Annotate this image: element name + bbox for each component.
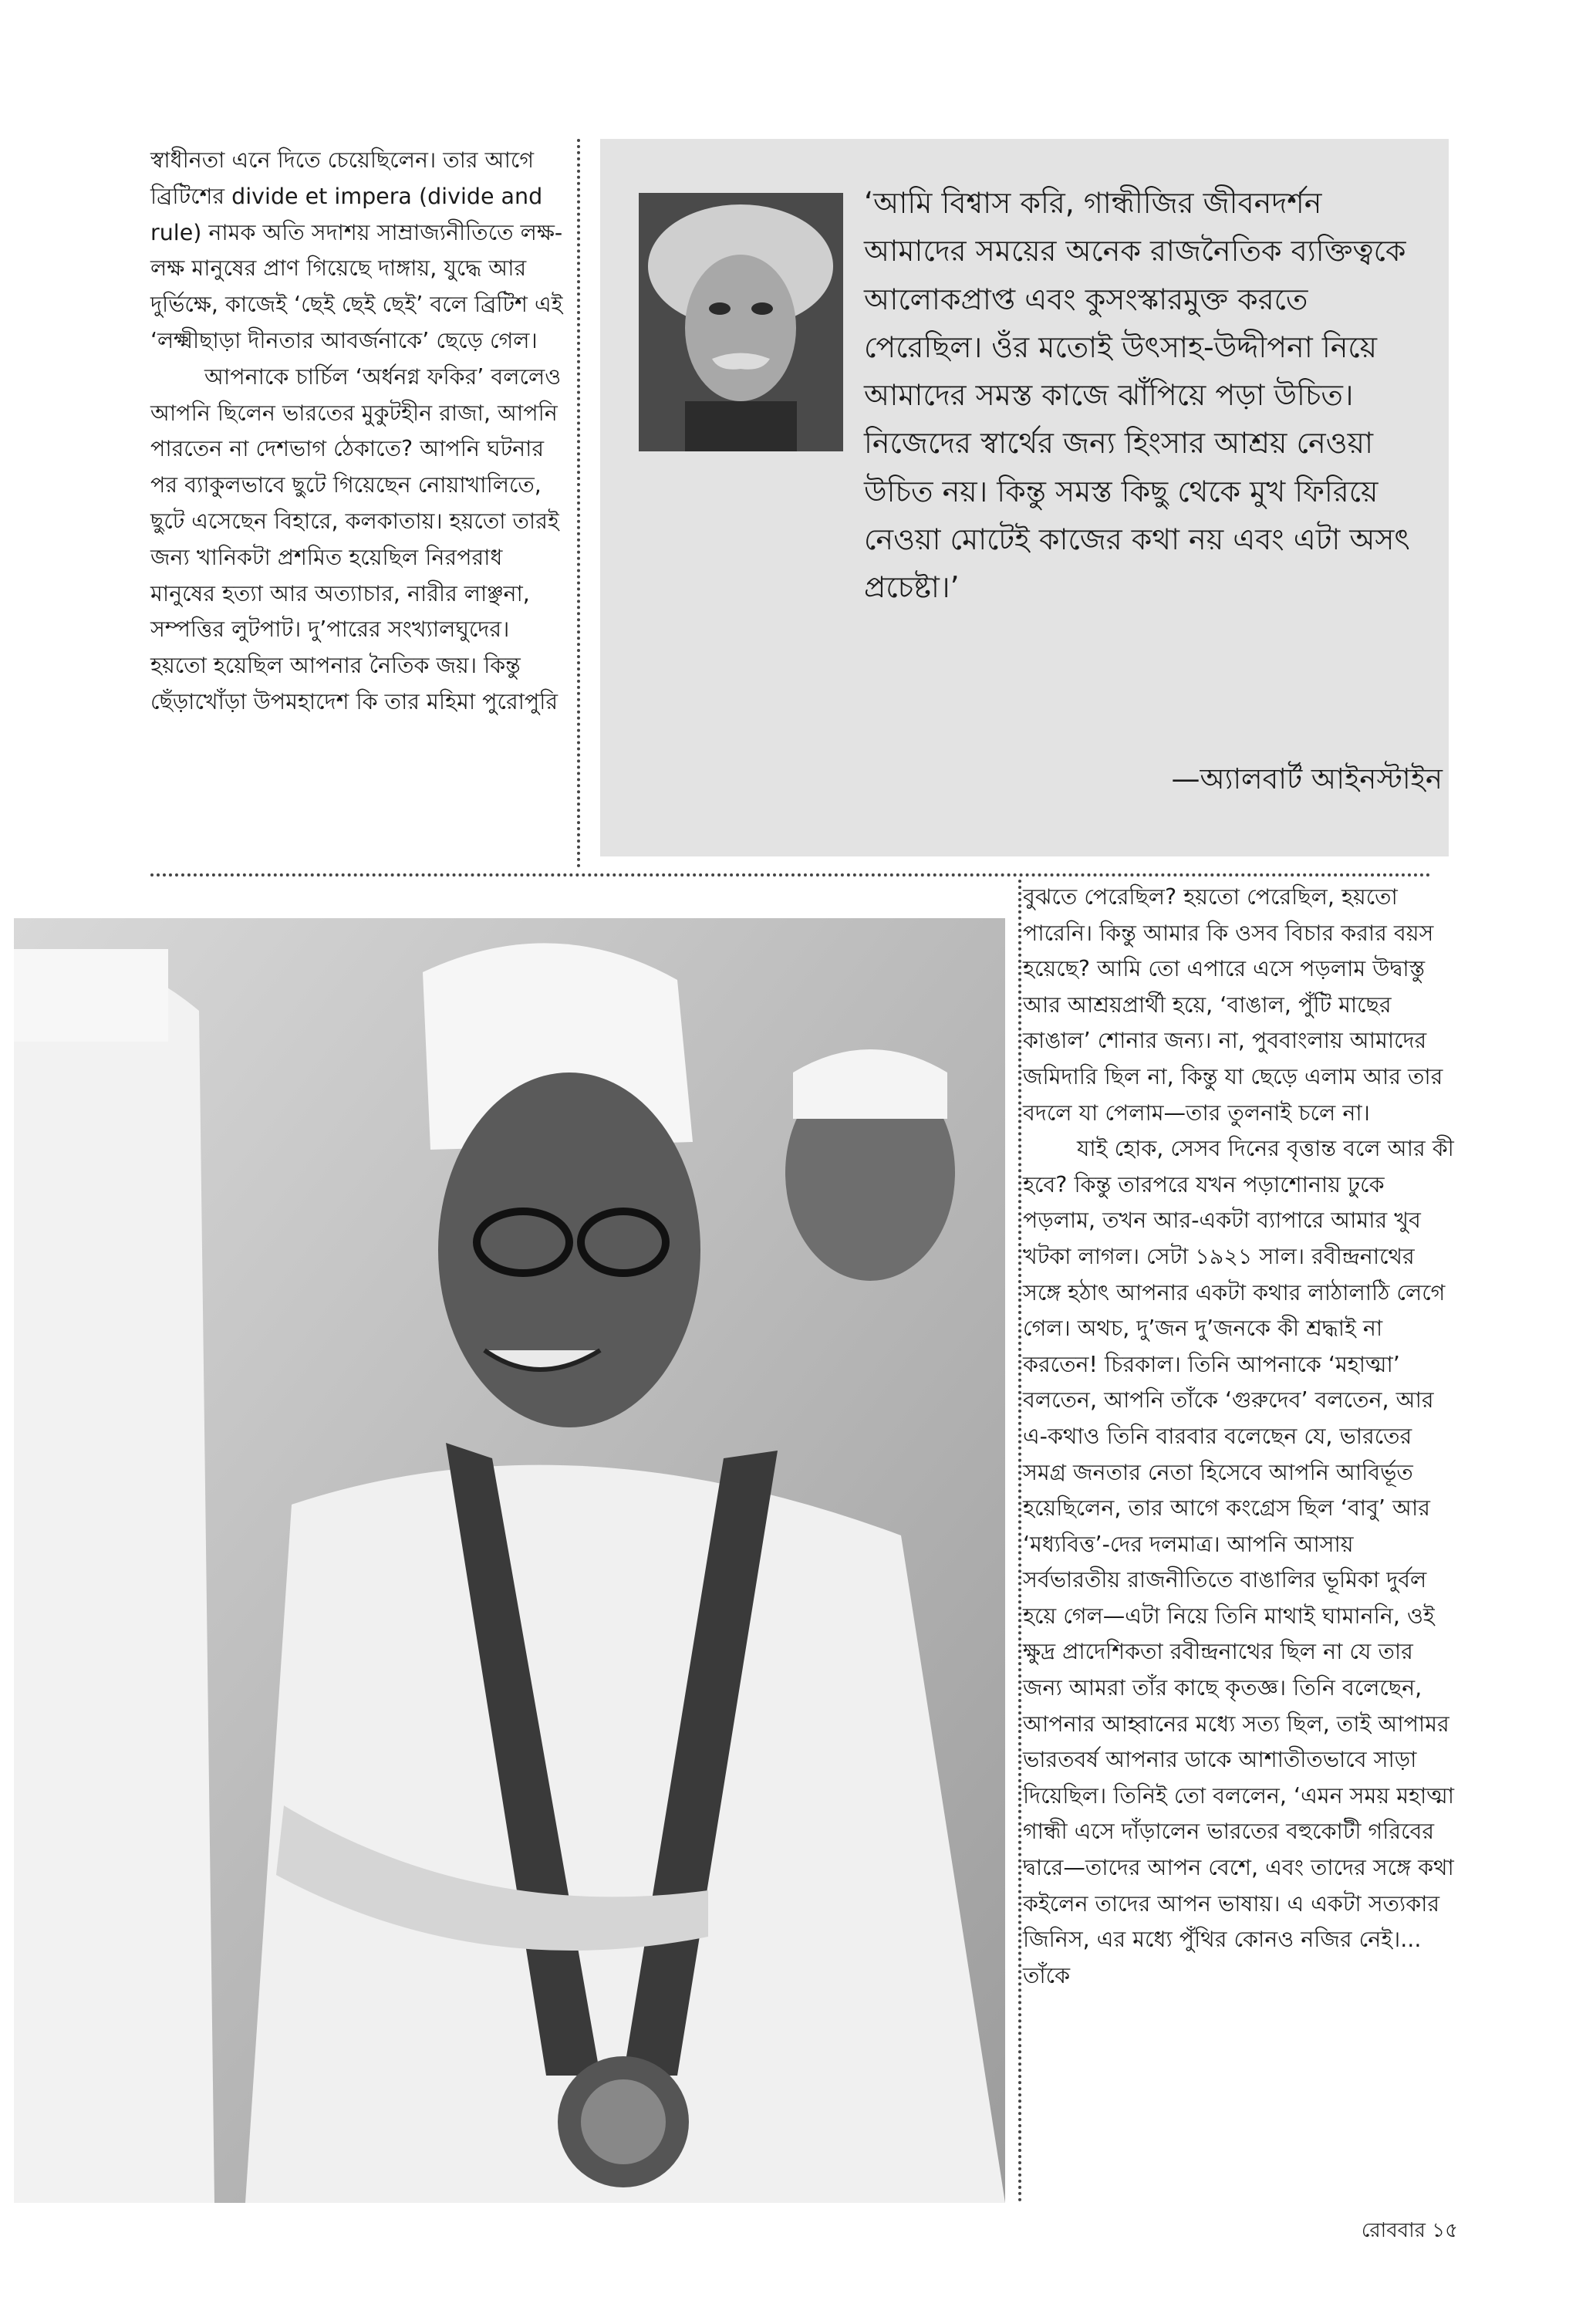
- column-divider-top: [577, 139, 580, 868]
- page-footer: রোববার ১৫: [1361, 2219, 1458, 2242]
- right-paragraph-2: যাই হোক, সেসব দিনের বৃত্তান্ত বলে আর কী হবে? কিন্তু তারপরে যখন পড়াশোনায় ঢুকে পড়লাম, তখন আর-একটা ব্যাপারে আমার খুব খটকা লাগল। সেটা ১৯২১ সাল। রবীন্দ্রনাথের সঙ্গে হঠাৎ আপনার একটা কথার লাঠালাঠি লেগে গেল। অথচ, দু’জন দু’জনকে কী শ্রদ্ধাই না করতেন! চিরকাল। তিনি আপনাকে ‘মহাত্মা’ বলতেন, আপনি তাঁকে ‘গুরুদেব’ বলতেন, আর এ-কথাও তিনি বারবার বলেছেন যে, ভারতের সমগ্র জনতার নেতা হিসেবে আপনি আবির্ভূত হয়েছিলেন, তার আগে কংগ্রেস ছিল ‘বাবু’ আর ‘মধ্যবিত্ত’-দের দলমাত্র। আপনি আসায় সর্বভারতীয় রাজনীতিতে বাঙালির ভূমিকা দুর্বল হয়ে গেল—এটা নিয়ে তিনি মাথাই ঘামাননি, ওই ক্ষুদ্র প্রাদেশিকতা রবীন্দ্রনাথের ছিল না যে তার জন্য আমরা তাঁর কাছে কৃতজ্ঞ। তিনি বলেছেন, আপনার আহ্বানের মধ্যে সত্য ছিল, তাই আপামর ভারতবর্ষ আপনার ডাকে আশাতীতভাবে সাড়া দিয়েছিল। তিনিই তো বললেন, ‘এমন সময় মহাত্মা গান্ধী এসে দাঁড়ালেন ভারতের বহুকোটী গরিবের দ্বারে—তাদের আপন বেশে, এবং তাদের সঙ্গে কথা কইলেন তাদের আপন ভাষায়। এ একটা সত্যকার জিনিস, এর মধ্যে পুঁথির কোনও নজির নেই।... তাঁকে: [1023, 1136, 1454, 1988]
- left-column: [150, 143, 571, 721]
- gandhi-era-photograph: [14, 918, 1005, 2203]
- left-paragraph-2: আপনাকে চার্চিল ‘অর্ধনগ্ন ফকির’ বললেও আপনি ছিলেন ভারতের মুকুটহীন রাজা, আপনি পারতেন না দেশভাগ ঠেকাতে? আপনি ঘটনার পর ব্যাকুলভাবে ছুটে গিয়েছেন নোয়াখালিতে, ছুটে এসেছেন বিহারে, কলকাতায়। হয়তো তারই জন্য খানিকটা প্রশমিত হয়েছিল নিরপরাধ মানুষের হত্যা আর অত্যাচার, নারীর লাঞ্ছনা, সম্পত্তির লুটপাট। দু’পারের সংখ্যালঘুদের। হয়তো হয়েছিল আপনার নৈতিক জয়। কিন্তু ছেঁড়াখোঁড়া উপমহাদেশ কি তার মহিমা পুরোপুরি: [150, 363, 562, 714]
- quote-text: ‘আমি বিশ্বাস করি, গান্ধীজির জীবনদর্শন আমাদের সময়ের অনেক রাজনৈতিক ব্যক্তিত্বকে আলোকপ্রাপ্ত এবং কুসংস্কারমুক্ত করতে পেরেছিল। ওঁর মতোই উৎসাহ-উদ্দীপনা নিয়ে আমাদের সমস্ত কাজে ঝাঁপিয়ে পড়া উচিত। নিজেদের স্বার্থের জন্য হিংসার আশ্রয় নেওয়া উচিত নয়। কিন্তু সমস্ত কিছু থেকে মুখ ফিরিয়ে নেওয়া মোটেই কাজের কথা নয় এবং এটা অসৎ প্রচেষ্টা।’: [864, 186, 1410, 605]
- horizontal-divider: [150, 873, 1431, 877]
- left-paragraph-1: স্বাধীনতা এনে দিতে চেয়েছিলেন। তার আগে ব্রিটিশের divide et impera (divide and rule) নামক অতি সদাশয় সাম্রাজ্যনীতিতে লক্ষ-লক্ষ মানুষের প্রাণ গিয়েছে দাঙ্গায়, যুদ্ধে আর দুর্ভিক্ষে, কাজেই ‘ছেই ছেই ছেই’ বলে ব্রিটিশ এই ‘লক্ষ্মীছাড়া দীনতার আবর্জনাকে’ ছেড়ে গেল।: [150, 147, 563, 353]
- einstein-portrait: [639, 193, 843, 451]
- right-paragraph-1: বুঝতে পেরেছিল? হয়তো পেরেছিল, হয়তো পারেনি। কিন্তু আমার কি ওসব বিচার করার বয়স হয়েছে? আমি তো এপারে এসে পড়লাম উদ্বাস্তু আর আশ্রয়প্রার্থী হয়ে, ‘বাঙাল, পুঁটি মাছের কাঙাল’ শোনার জন্য। না, পুববাংলায় আমাদের জমিদারি ছিল না, কিন্তু যা ছেড়ে এলাম আর তার বদলে যা পেলাম—তার তুলনাই চলে না।: [1023, 884, 1443, 1126]
- right-column: [1023, 880, 1455, 1994]
- column-divider-bottom: [1018, 880, 1021, 2203]
- quote-author: —অ্যালবার্ট আইনস্টাইন: [1171, 762, 1443, 795]
